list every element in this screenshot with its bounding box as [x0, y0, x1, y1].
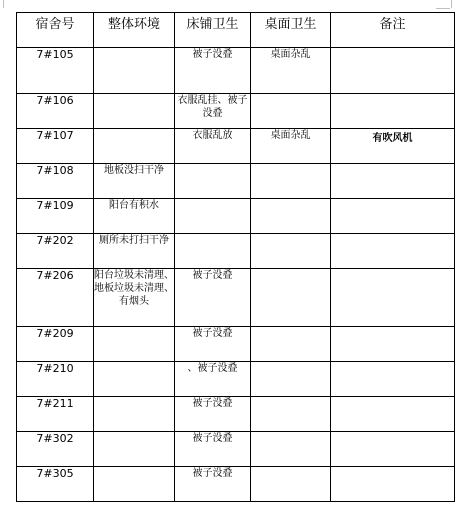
header-desk-hygiene: 桌面卫生 [251, 13, 331, 48]
table-header-row [17, 13, 455, 48]
room-cell: 7#209 [17, 327, 94, 362]
bed-cell [175, 234, 251, 269]
desk-cell [251, 397, 331, 432]
table-row [17, 397, 455, 432]
desk-cell [251, 269, 331, 327]
overall-cell: 地板没扫干净 [94, 164, 175, 199]
bed-cell [175, 199, 251, 234]
desk-cell [251, 199, 331, 234]
header-notes: 备注 [331, 13, 455, 48]
room-cell: 7#302 [17, 432, 94, 467]
table-row [17, 48, 455, 94]
desk-cell [251, 94, 331, 129]
room-cell: 7#107 [17, 129, 94, 164]
table-row [17, 199, 455, 234]
overall-cell [94, 397, 175, 432]
table-row [17, 467, 455, 502]
table-row [17, 327, 455, 362]
table-row [17, 94, 455, 129]
note-cell [331, 164, 455, 199]
note-cell [331, 432, 455, 467]
overall-cell [94, 432, 175, 467]
overall-cell [94, 129, 175, 164]
dorm-inspection-table [16, 12, 455, 502]
room-cell: 7#210 [17, 362, 94, 397]
overall-cell [94, 327, 175, 362]
room-cell: 7#202 [17, 234, 94, 269]
bed-cell: 衣服乱挂、被子没叠 [175, 94, 251, 129]
header-bed-hygiene: 床铺卫生 [175, 13, 251, 48]
room-cell: 7#109 [17, 199, 94, 234]
table-row [17, 269, 455, 327]
room-cell: 7#305 [17, 467, 94, 502]
desk-cell [251, 467, 331, 502]
room-cell: 7#108 [17, 164, 94, 199]
bed-cell: 、被子没叠 [175, 362, 251, 397]
desk-cell: 桌面杂乱 [251, 129, 331, 164]
note-cell [331, 327, 455, 362]
note-cell [331, 397, 455, 432]
page-margin-mark-left [3, 0, 4, 8]
note-cell [331, 199, 455, 234]
note-cell [331, 234, 455, 269]
note-cell [331, 94, 455, 129]
desk-cell: 桌面杂乱 [251, 48, 331, 94]
bed-cell: 衣服乱放 [175, 129, 251, 164]
note-cell [331, 362, 455, 397]
overall-cell [94, 467, 175, 502]
bed-cell: 被子没叠 [175, 269, 251, 327]
overall-cell: 阳台有积水 [94, 199, 175, 234]
bed-cell: 被子没叠 [175, 327, 251, 362]
overall-cell [94, 48, 175, 94]
header-overall-environment: 整体环境 [94, 13, 175, 48]
note-cell: 有吹风机 [331, 129, 455, 164]
note-cell [331, 269, 455, 327]
table-row [17, 362, 455, 397]
room-cell: 7#105 [17, 48, 94, 94]
page-margin-mark-top [436, 8, 450, 9]
table-row [17, 234, 455, 269]
desk-cell [251, 362, 331, 397]
overall-cell [94, 362, 175, 397]
note-cell [331, 467, 455, 502]
desk-cell [251, 164, 331, 199]
bed-cell: 被子没叠 [175, 432, 251, 467]
header-room: 宿舍号 [17, 13, 94, 48]
desk-cell [251, 234, 331, 269]
overall-cell: 阳台垃圾未清理、地板垃圾未清理、有烟头 [94, 269, 175, 327]
overall-cell [94, 94, 175, 129]
bed-cell [175, 164, 251, 199]
table-row [17, 129, 455, 164]
room-cell: 7#211 [17, 397, 94, 432]
overall-cell: 厕所未打扫干净 [94, 234, 175, 269]
bed-cell: 被子没叠 [175, 397, 251, 432]
page-margin-mark-right [451, 0, 452, 8]
table-row [17, 432, 455, 467]
room-cell: 7#206 [17, 269, 94, 327]
note-cell [331, 48, 455, 94]
bed-cell: 被子没叠 [175, 48, 251, 94]
desk-cell [251, 432, 331, 467]
table-row [17, 164, 455, 199]
bed-cell: 被子没叠 [175, 467, 251, 502]
desk-cell [251, 327, 331, 362]
room-cell: 7#106 [17, 94, 94, 129]
